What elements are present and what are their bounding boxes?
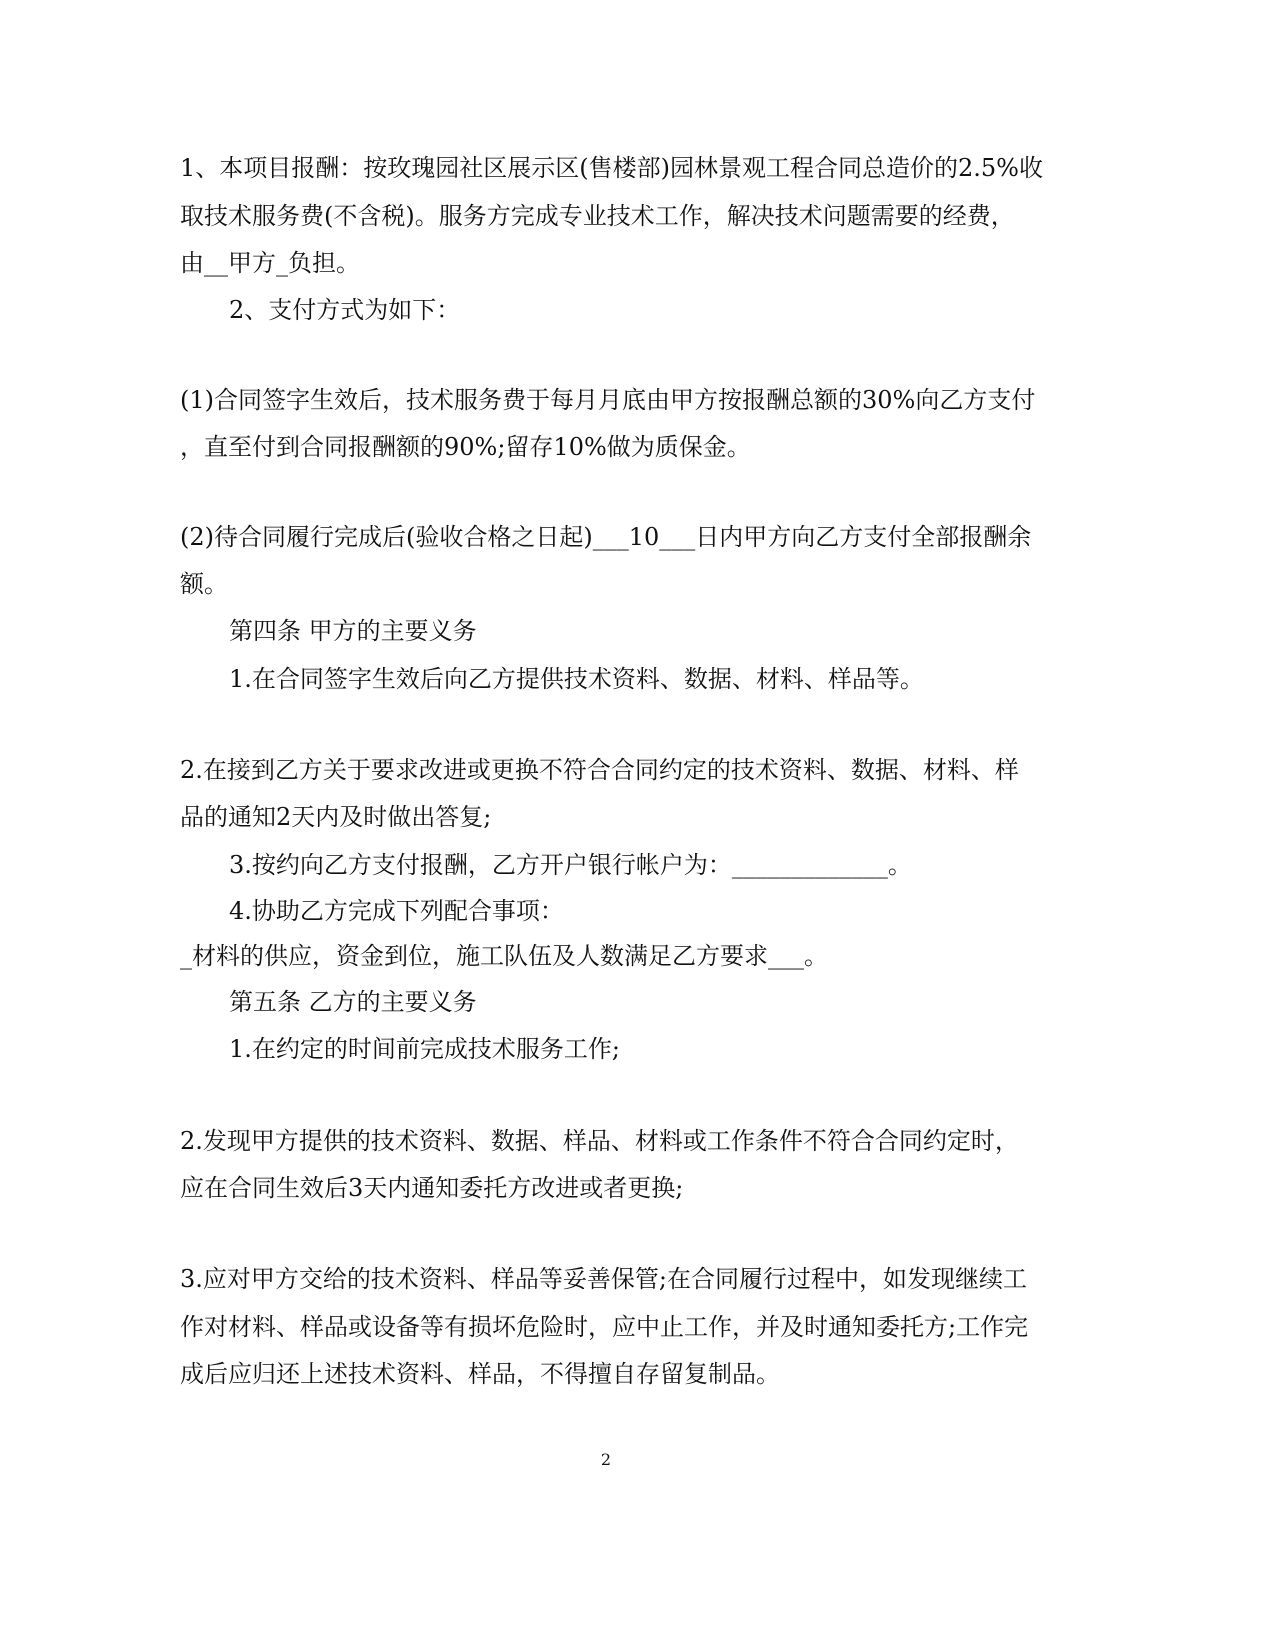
text-line: 品的通知2天内及时做出答复; [180, 803, 492, 831]
text-line: 3.按约向乙方支付报酬，乙方开户银行帐户为：_____________。 [229, 851, 912, 879]
text-line: 1、本项目报酬：按玫瑰园社区展示区(售楼部)园林景观工程合同总造价的2.5%收 [180, 154, 1043, 182]
text-line: (2)待合同履行完成后(验收合格之日起)___10___日内甲方向乙方支付全部报酬余 [180, 523, 1032, 551]
text-line: 1.在合同签字生效后向乙方提供技术资料、数据、材料、样品等。 [229, 665, 924, 693]
text-line: 取技术服务费(不含税)。服务方完成专业技术工作，解决技术问题需要的经费， [180, 202, 1015, 230]
text-line: _材料的供应，资金到位，施工队伍及人数满足乙方要求___。 [180, 942, 828, 970]
text-line: 3.应对甲方交给的技术资料、样品等妥善保管;在合同履行过程中，如发现继续工 [180, 1265, 1027, 1293]
text-line: 作对材料、样品或设备等有损坏危险时，应中止工作，并及时通知委托方;工作完 [180, 1313, 1029, 1341]
text-line: 4.协助乙方完成下列配合事项： [229, 897, 564, 925]
section-heading: 第五条 乙方的主要义务 [229, 988, 477, 1016]
text-line: 2、支付方式为如下： [229, 296, 461, 324]
text-line: 额。 [180, 570, 228, 598]
text-line: 应在合同生效后3天内通知委托方改进或者更换; [180, 1174, 684, 1202]
text-line: 成后应归还上述技术资料、样品，不得擅自存留复制品。 [180, 1360, 780, 1388]
text-line: 1.在约定的时间前完成技术服务工作; [229, 1035, 620, 1063]
text-line: 2.在接到乙方关于要求改进或更换不符合合同约定的技术资料、数据、材料、样 [180, 756, 1019, 784]
page-number: 2 [600, 1450, 612, 1469]
text-line: 2.发现甲方提供的技术资料、数据、样品、材料或工作条件不符合合同约定时， [180, 1127, 1019, 1155]
text-line: 由__甲方_负担。 [180, 249, 360, 277]
text-line: (1)合同签字生效后，技术服务费于每月月底由甲方按报酬总额的30%向乙方支付 [180, 386, 1036, 414]
text-line: ，直至付到合同报酬额的90%;留存10%做为质保金。 [180, 433, 751, 461]
section-heading: 第四条 甲方的主要义务 [229, 617, 477, 645]
